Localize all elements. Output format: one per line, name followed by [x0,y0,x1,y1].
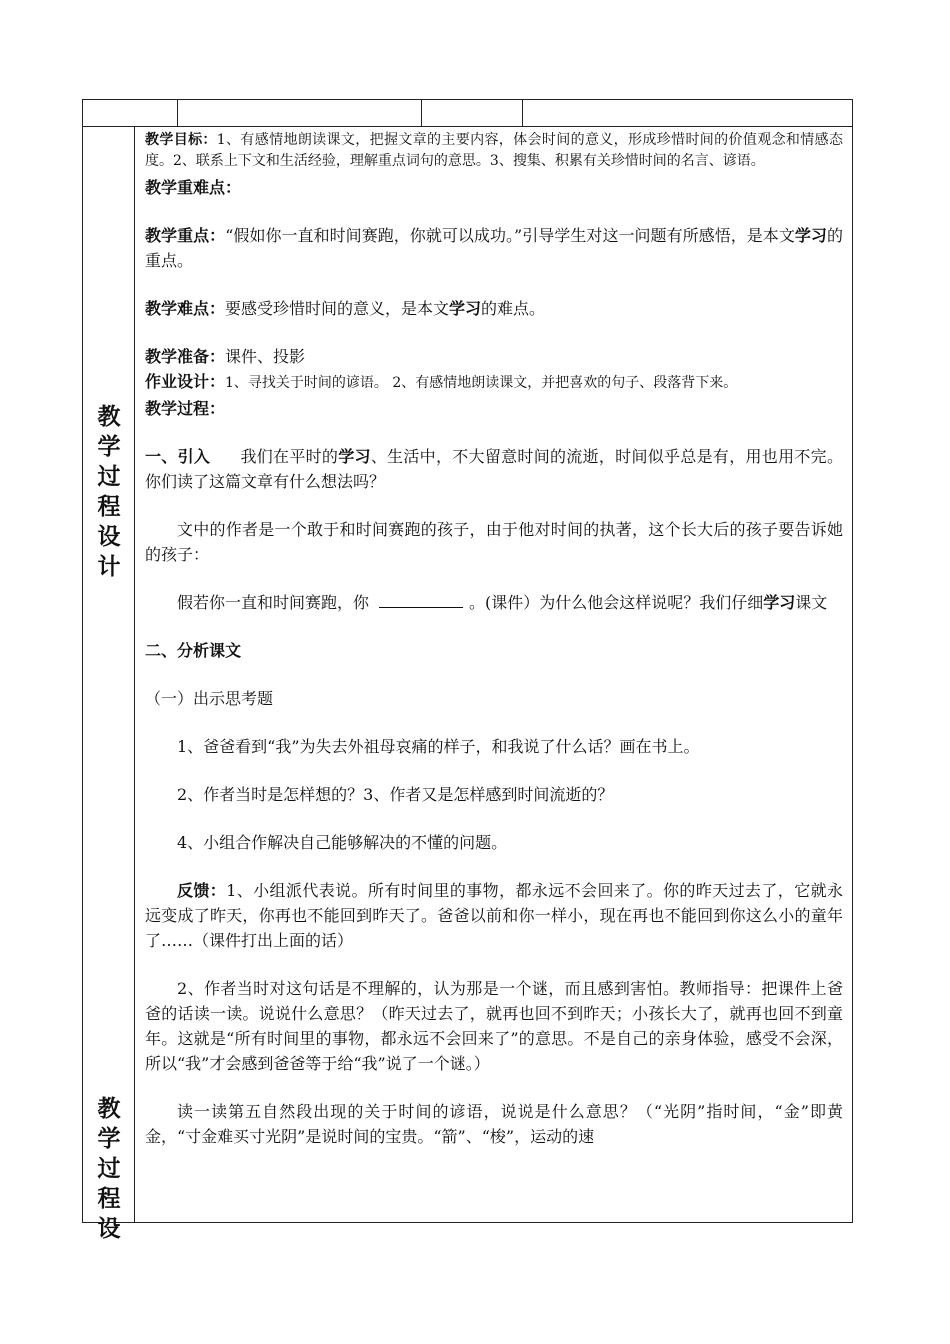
header-cell [523,100,852,126]
header-cell [83,100,178,126]
intro-label: 一、引入 [145,447,211,466]
question-1: 1、爸爸看到“我”为失去外祖母哀痛的样子，和我说了什么话？画在书上。 [177,737,700,756]
blank-text-end: 课文 [795,593,828,612]
homework [145,369,843,396]
preparation [145,344,843,369]
blank-text-mid: 。(课件）为什么他会这样说呢？我们仔细 [469,593,764,612]
side-label: 教 学 过 程 设 计 [97,404,121,580]
section-analysis-title: 二、分析课文 [145,641,242,660]
lesson-table [82,126,853,1242]
header-cell [178,100,422,126]
key-text: “假如你一直和时间赛跑，你就可以成功。”引导学生对这一问题有所感悟，是本文 [225,226,795,245]
blank-paragraph [145,590,843,615]
lesson-content [135,126,852,1222]
goals-text: 1、有感情地朗读课文，把握文章的主要内容，体会时间的意义，形成珍惜时间的价值观念和情感态度。2、联系上下文和生活经验，理解重点词句的意思。3、搜集、积累有关珍惜时间的名言、谚语。 [145,132,843,169]
teaching-goals [145,130,843,172]
hard-point [145,296,843,321]
key-point [145,223,843,273]
header-row [82,99,853,127]
feedback-label: 反馈： [177,881,227,900]
section-analysis [145,638,843,663]
blank-bold: 学习 [763,593,796,612]
author-paragraph: 文中的作者是一个敢于和时间赛跑的孩子，由于他对时间的执著，这个长大后的孩子要告诉她的孩子： [145,520,843,564]
key-text-end: 的重点。 [145,226,843,270]
process-heading [145,396,843,421]
intro-text-end: 、生活中，不大留意时间的流逝，时间似乎总是有，用也用不完。你们读了这篇文章有什么想法吗？ [145,447,843,491]
question-4: 4、小组合作解决自己能够解决的不懂的问题。 [177,833,508,852]
sub-heading: （一）出示思考题 [145,689,274,708]
intro-bold: 学习 [338,447,371,466]
blank-text: 假若你一直和时间赛跑，你 [177,593,370,612]
key-bold: 学习 [794,226,827,245]
hard-bold: 学习 [449,299,482,318]
hard-label: 教学难点： [145,299,226,318]
intro-paragraph [145,444,843,494]
side-column [83,126,135,1242]
key-label: 教学重点： [145,226,226,245]
fill-blank [379,591,463,608]
feedback-text: 1、小组派代表说。所有时间里的事物，都永远不会回来了。你的昨天过去了，它就永远变成了昨天，你再也不能回到昨天了。爸爸以前和你一样小，现在再也不能回到你这么小的童年了……（课件打出上面的话） [145,881,843,950]
homework-label: 作业设计： [145,372,226,391]
proverb-paragraph: 读一读第五自然段出现的关于时间的谚语，说说是什么意思？（“光阴”指时间，“金”即黄金，“寸金难买寸光阴”是说时间的宝贵。“箭”、“梭”，运动的速 [145,1102,843,1146]
intro-text: 我们在平时的 [240,447,339,466]
prep-text: 课件、投影 [225,347,306,366]
homework-text: 1、寻找关于时间的谚语。 2、有感情地朗读课文，并把喜欢的句子、段落背下来。 [225,375,738,391]
hard-text-end: 的难点。 [481,299,546,318]
goals-label: 教学目标： [145,132,217,148]
prep-label: 教学准备： [145,347,226,366]
difficulty-heading [145,175,843,200]
hard-text: 要感受珍惜时间的意义，是本文 [225,299,450,318]
feedback-paragraph [145,878,843,953]
difficulty-label: 教学重难点： [145,178,242,197]
side-label-continued: 教 学 过 程 设 [97,1096,121,1242]
question-2-3: 2、作者当时是怎样想的？3、作者又是怎样感到时间流逝的？ [177,785,614,804]
process-label: 教学过程： [145,399,226,418]
explanation-paragraph: 2、作者当时对这句话是不理解的，认为那是一个谜，而且感到害怕。教师指导：把课件上爸爸的话读一读。说说什么意思？（昨天过去了，就再也回不到昨天；小孩长大了，就再也回不到童年。这就是“所有时间里的事物，都永远不会回来了”的意思。不是自己的亲身体验，感受不会深，所以“我”才会感到爸爸等于给“我”说了一个谜。） [145,979,843,1073]
header-cell [422,100,523,126]
